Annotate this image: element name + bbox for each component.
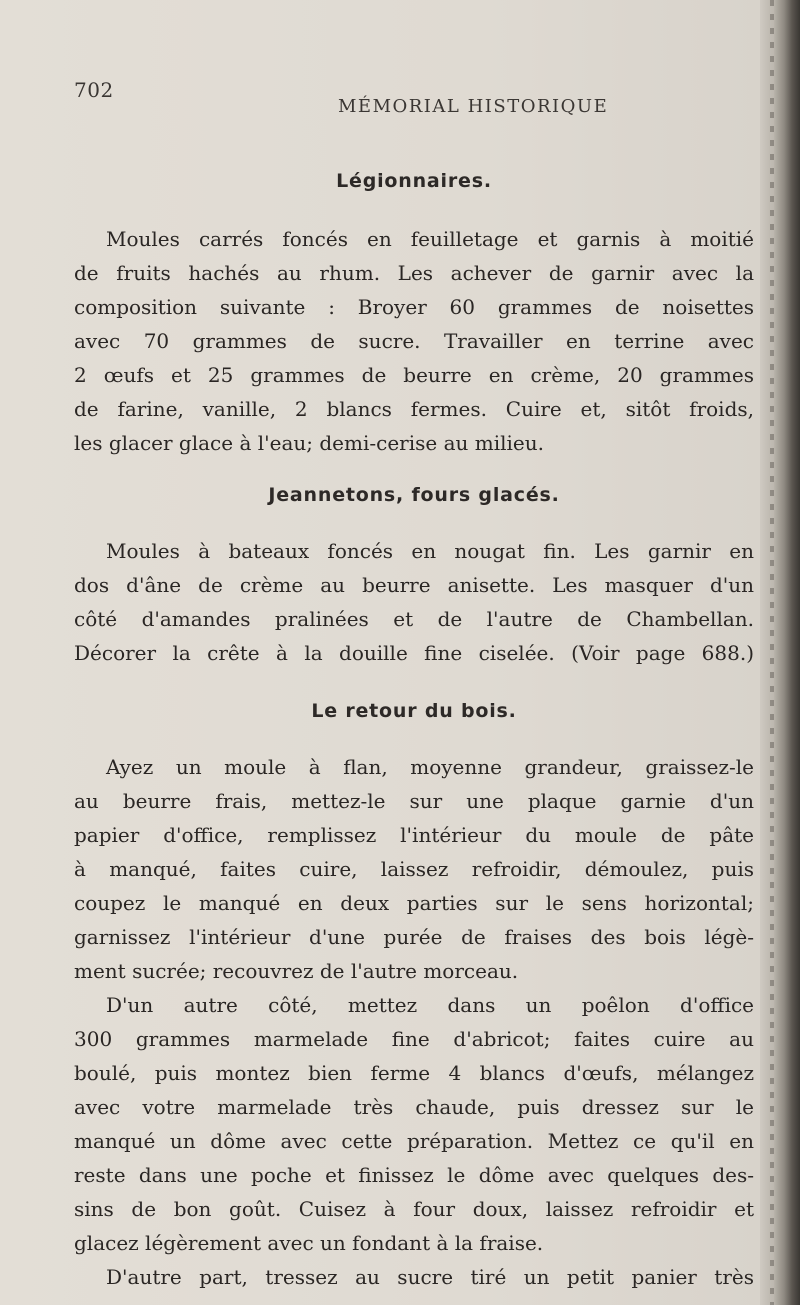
text-line: 2 œufs et 25 grammes de beurre en crème, 20 grammes bbox=[74, 363, 754, 387]
running-head: MÉMORIAL HISTORIQUE bbox=[338, 96, 609, 117]
text-line: ment sucrée; recouvrez de l'autre morceau. bbox=[74, 959, 519, 983]
text-line: côté d'amandes pralinées et de l'autre de Chambellan. bbox=[74, 607, 754, 631]
text-line: papier d'office, remplissez l'intérieur du moule de pâte bbox=[74, 823, 754, 847]
text-line: dos d'âne de crème au beurre anisette. Les masquer d'un bbox=[74, 573, 754, 597]
text-line: D'un autre côté, mettez dans un poêlon d'office bbox=[106, 993, 754, 1017]
text-line: boulé, puis montez bien ferme 4 blancs d'œufs, mélangez bbox=[74, 1061, 754, 1085]
text-line: avec votre marmelade très chaude, puis dressez sur le bbox=[74, 1095, 754, 1119]
text-line: D'autre part, tressez au sucre tiré un petit panier très bbox=[106, 1265, 754, 1289]
text-line: coupez le manqué en deux parties sur le sens horizontal; bbox=[74, 891, 754, 915]
text-line: sins de bon goût. Cuisez à four doux, laissez refroidir et bbox=[74, 1197, 754, 1221]
text-line: Moules à bateaux foncés en nougat fin. Les garnir en bbox=[106, 539, 754, 563]
heading-jeannetons: Jeannetons, fours glacés. bbox=[268, 484, 560, 506]
text-line: avec 70 grammes de sucre. Travailler en terrine avec bbox=[74, 329, 754, 353]
text-line: manqué un dôme avec cette préparation. Mettez ce qu'il en bbox=[74, 1129, 754, 1153]
page-number: 702 bbox=[74, 78, 114, 102]
text-line: Décorer la crête à la douille fine ciselée. (Voir page 688.) bbox=[74, 641, 754, 665]
heading-retour-du-bois: Le retour du bois. bbox=[311, 700, 517, 722]
text-line: 300 grammes marmelade fine d'abricot; faites cuire au bbox=[74, 1027, 754, 1051]
text-line: composition suivante : Broyer 60 grammes de noisettes bbox=[74, 295, 754, 319]
text-line: de fruits hachés au rhum. Les achever de garnir avec la bbox=[74, 261, 754, 285]
text-line: Ayez un moule à flan, moyenne grandeur, graissez-le bbox=[106, 755, 754, 779]
text-line: Moules carrés foncés en feuilletage et garnis à moitié bbox=[106, 227, 754, 251]
text-line: les glacer glace à l'eau; demi-cerise au milieu. bbox=[74, 431, 544, 455]
text-line: garnissez l'intérieur d'une purée de fraises des bois légè- bbox=[74, 925, 754, 949]
text-line: de farine, vanille, 2 blancs fermes. Cuire et, sitôt froids, bbox=[74, 397, 754, 421]
text-line: glacez légèrement avec un fondant à la fraise. bbox=[74, 1231, 544, 1255]
text-line: à manqué, faites cuire, laissez refroidir, démoulez, puis bbox=[74, 857, 754, 881]
book-spine-edge bbox=[760, 0, 800, 1305]
text-line: reste dans une poche et finissez le dôme avec quelques des- bbox=[74, 1163, 754, 1187]
text-line: au beurre frais, mettez-le sur une plaque garnie d'un bbox=[74, 789, 754, 813]
heading-legionnaires: Légionnaires. bbox=[336, 170, 492, 192]
